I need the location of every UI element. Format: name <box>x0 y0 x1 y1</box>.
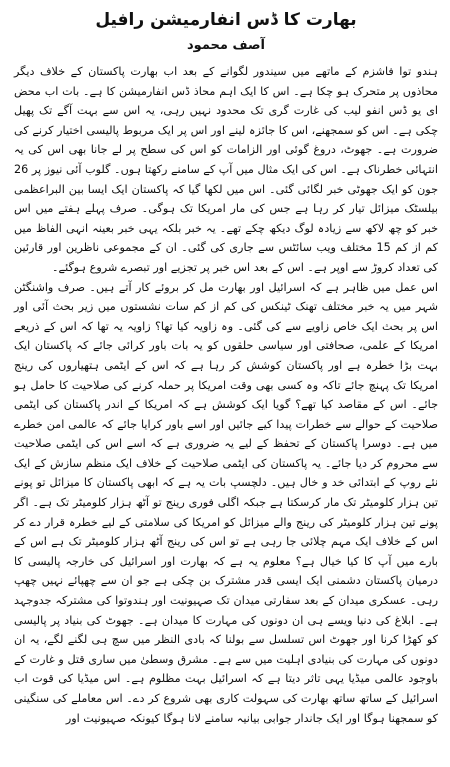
article-paragraph: ہندو توا فاشزم کے ماتھے میں سیندور لگوانے کے بعد اب بھارت پاکستان کے خلاف دیگر محاذوں پر متحرک ہو چکا ہے۔ اس کا ایک اہم محاذ ڈس انفارمیشن کا ہے۔ بات اب محض ای یو ڈس انفو لیب کی غارت گری تک محدود نہیں رہی، یہ اس سے بہت آگے تک پھیل چکی ہے۔ اس کو سمجھنے، اس کا جائزہ لینے اور اس پر ایک مربوط پالیسی اختیار کرنے کی ضرورت ہے۔ جھوٹ، دروغ گوئی اور الزامات کو اس کی سطح پر لے جانا بھی اس کی یہ انتہائی خطرناک ہے۔ اس کی ایک مثال میں آپ کے سامنے رکھتا ہوں۔ گلوب آئی نیوز پر 26 جون کو ایک جھوٹی خبر لگائی گئی۔ اس میں لکھا گیا کہ پاکستان ایک ایسا بین البراعظمی بیلسٹک میزائل تیار کر رہا ہے جس کی مار امریکا تک ہوگی۔ صرف پہلے ہفتے میں اس خبر کو چھ لاکھ سے زیادہ لوگ دیکھ چکے تھے۔ یہ خبر بلکہ یہی خبر بعینہ انہی الفاظ میں کم از کم 15 مختلف ویب سائٹس سے جاری کی گئی۔ ان کے مجموعی ناظرین اور قارئین کی تعداد کروڑ سے اوپر ہے۔ اس کے بعد اس خبر پر تجزیے اور تبصرے شروع ہوگئے۔ <box>14 65 438 274</box>
article-title: بھارت کا ڈس انفارمیشن رافیل <box>95 10 357 30</box>
article-body <box>14 62 438 728</box>
article-author: آصف محمود <box>187 38 265 53</box>
article-paragraph: اس عمل میں ظاہر ہے کہ اسرائیل اور بھارت مل کر بروئے کار آتے ہیں۔ صرف واشنگٹن شہر میں یہ خبر مختلف تھنک ٹینکس کی کم از کم سات نشستوں میں زیر بحث آئی اور اس پر بحث ایک خاص زاویے سے کی گئی۔ وہ زاویہ کیا تھا؟ زاویہ یہ تھا کہ اس کے ذریعے امریکا کے علمی، صحافتی اور سیاسی حلقوں کو یہ بات باور کرائی جائے کہ پاکستان ایک بہت بڑا خطرہ ہے اور پاکستان کوشش کر رہا ہے کہ اس کے ایٹمی ہتھیاروں کی رینج امریکا تک پہنچ جائے تاکہ وہ کسی بھی وقت امریکا پر حملہ کرنے کی صلاحیت کا حامل ہو جائے۔ اس کے مقاصد کیا تھے؟ گویا ایک کوشش ہے کہ امریکا کے اندر پاکستان کی ایٹمی صلاحیت کے حوالے سے خطرات پیدا کیے جائیں اور اسے باور کرایا جائے کہ عالمی امن خطرے میں ہے۔ دوسرا پاکستان کے تحفظ کے لیے یہ ضروری ہے کہ اسے اس کی ایٹمی صلاحیت سے محروم کر دیا جائے۔ یہ پاکستان کی ایٹمی صلاحیت کے خلاف ایک منظم سازش کے ایک نئے روپ کے ابتدائی خد و خال ہیں۔ دلچسپ بات یہ ہے کہ ابھی پاکستان کا میزائل تو پونے تین ہزار کلومیٹر تک مار کرسکتا ہے جبکہ اگلی فوری رینج تو آٹھ ہزار کلومیٹر تک ہے۔ اگر پونے تین ہزار کلومیٹر کی رینج والے میزائل کو امریکا کی سلامتی کے لیے خطرہ قرار دے کر اس کے خلاف ایک مہم چلائی جا رہی ہے تو اس کی رینج آٹھ ہزار کلومیٹر تک ہے اس کے بارے میں آپ کا کیا خیال ہے؟ معلوم یہ ہے کہ بھارت اور اسرائیل کی خارجہ پالیسی کا درمیان پاکستان دشمنی ایک ایسی قدر مشترک بن چکی ہے جو ان سے چھپائے نہیں چھپ رہی۔ عسکری میدان کے بعد سفارتی میدان تک صہیونیت اور ہندوتوا کی مشترکہ جدوجہد ہے۔ ابلاغ کی دنیا ویسے ہی ان دونوں کی مہارت کا میدان ہے۔ جھوٹ کی بنیاد پر پالیسی کو کھڑا کرنا اور جھوٹ اس تسلسل سے بولنا کہ بادی النظر میں سچ ہی لگنے لگے، یہ ان دونوں کی مہارت کی بنیادی اہلیت میں سے ہے۔ مشرق وسطیٰ میں ساری قتل و غارت کے باوجود عالمی میڈیا یہی تاثر دیتا ہے کہ اسرائیل بہت مظلوم ہے۔ اس میڈیا کی قوت اب اسرائیل کے ساتھ ساتھ بھارت کی سہولت کاری بھی شروع کر دے۔ اس معاملے کی سنگینی کو سمجھنا ہوگا اور ایک جاندار جوابی بیانیہ سامنے لانا ہوگا کیونکہ صہیونیت اور <box>14 280 438 725</box>
